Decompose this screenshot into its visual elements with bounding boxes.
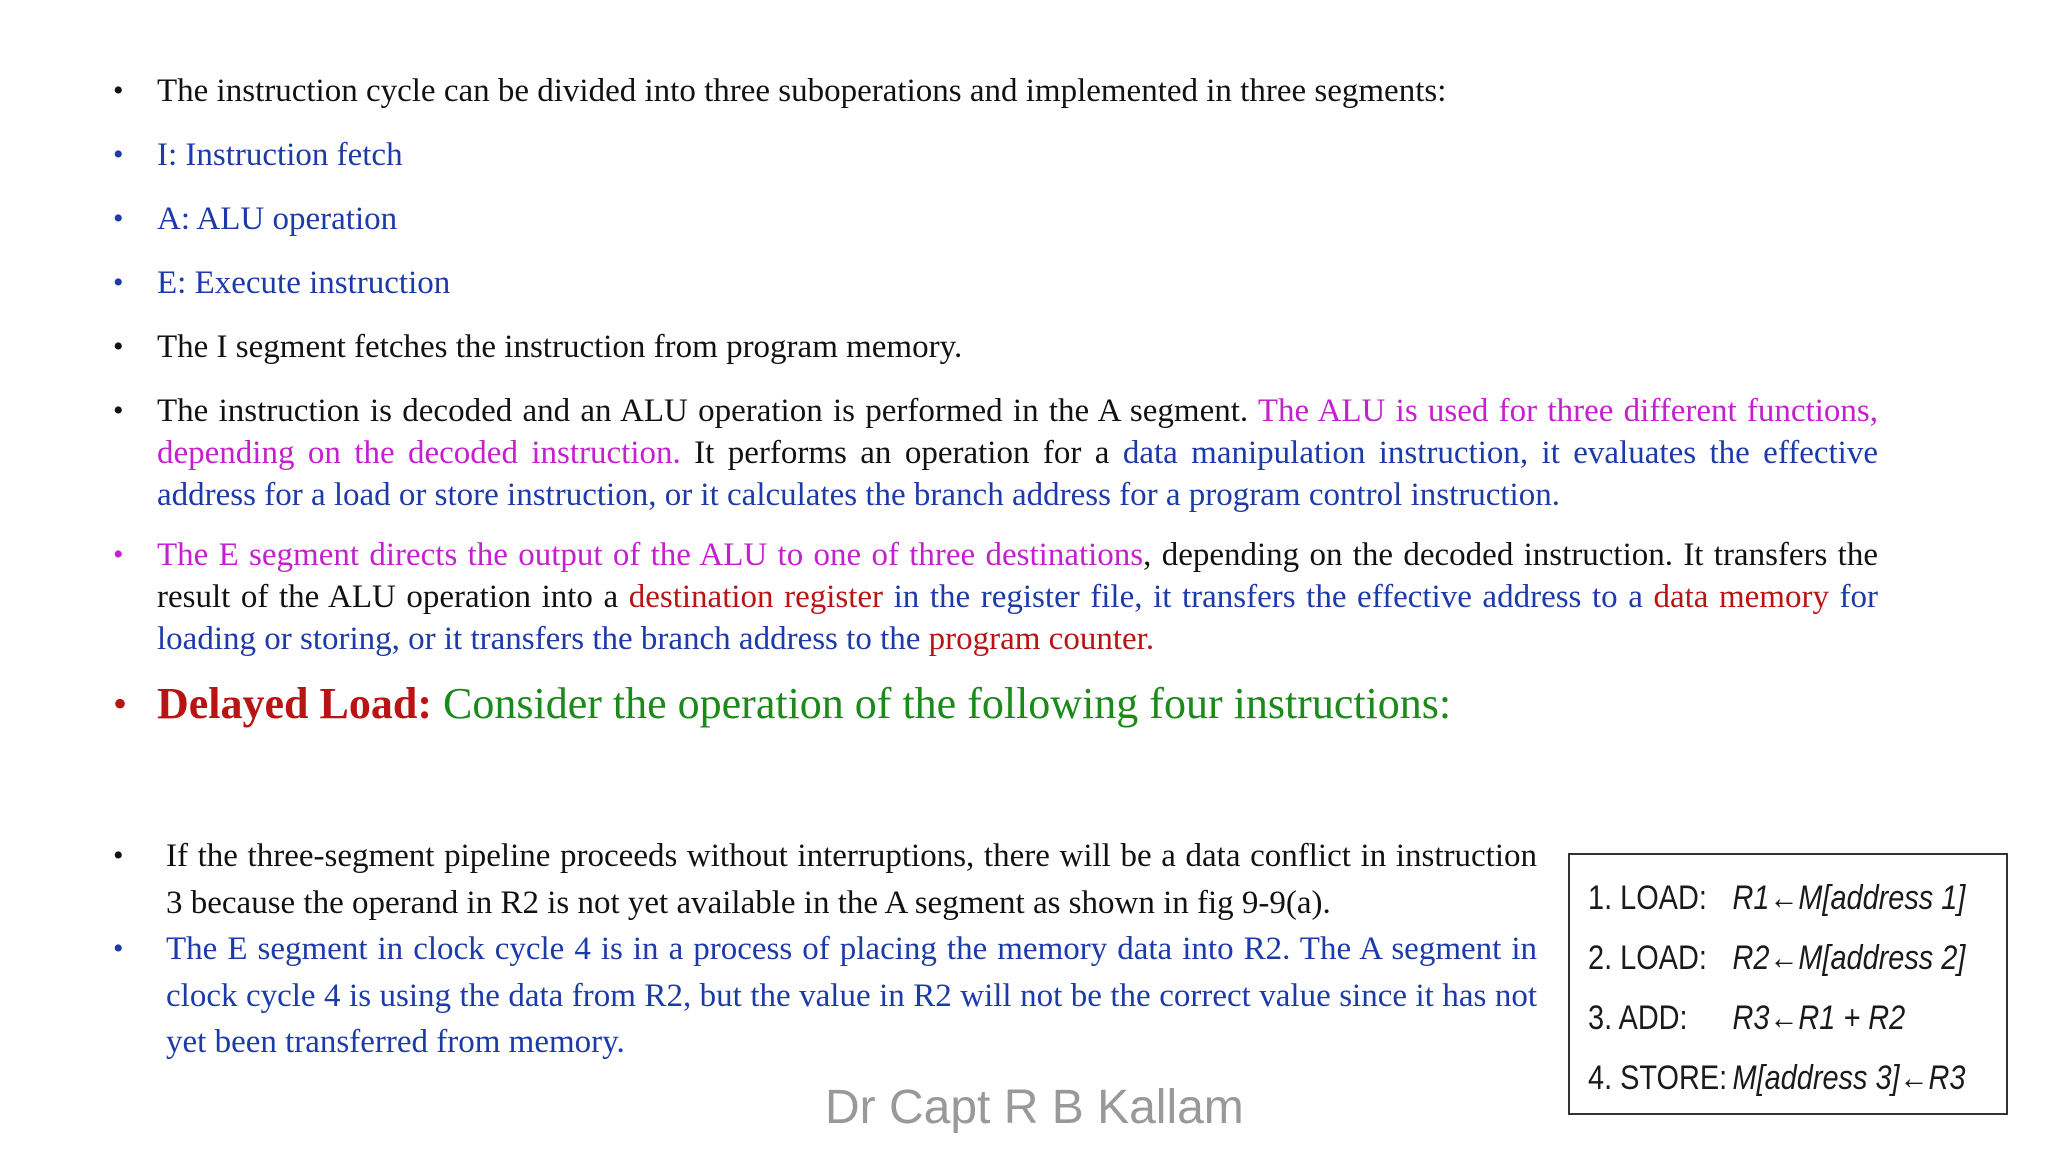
bullet-instruction-cycle xyxy=(113,70,1878,112)
text-run-highlight: data manipulation instruction, it evaluates the effective address for a load or store instruction, or it calculates the branch address for a program control instruction. xyxy=(157,435,1878,513)
bullet-text: The I segment fetches the instruction from program memory. xyxy=(157,329,963,365)
bullet-dot: • xyxy=(113,74,124,107)
bullet-text: I: Instruction fetch xyxy=(157,137,403,173)
text-run-highlight: destination register xyxy=(628,579,884,615)
instruction-op: 2. LOAD: xyxy=(1588,939,1707,977)
bullet-i-segment xyxy=(113,326,1878,368)
text-run: , depending on the decoded instruction. It transfers the result of the ALU operation into a xyxy=(157,537,1879,615)
instruction-row xyxy=(1588,989,1905,1047)
bullet-a-segment xyxy=(113,390,1878,516)
text-run-highlight: The E segment directs the output of the ALU to one of three destinations xyxy=(157,537,1144,573)
text-run-highlight: The ALU is used for three different functions, depending on the decoded instruction. xyxy=(157,393,1878,471)
bullet-dot: • xyxy=(113,330,124,363)
bullet-dot: • xyxy=(113,839,124,872)
bullet-execute-instruction xyxy=(113,262,1878,304)
instruction-list-figure xyxy=(1568,853,2008,1115)
bullet-text: E: Execute instruction xyxy=(157,265,451,301)
instruction-expr: R3←R1 + R2 xyxy=(1732,999,1906,1037)
delayed-load-heading: Delayed Load: xyxy=(157,679,432,728)
bullet-list xyxy=(113,70,1878,738)
bullet-dot: • xyxy=(113,538,124,571)
bullet-dot: • xyxy=(113,681,128,726)
author-watermark: Dr Capt R B Kallam xyxy=(825,1081,1244,1134)
bullet-text: The E segment in clock cycle 4 is in a process of placing the memory data into R2. The A segment in clock cycle 4 is using the data from R2, but the value in R2 will not be the correct value since it has not yet been transferred from memory. xyxy=(166,931,1537,1060)
bullet-dot: • xyxy=(113,394,124,427)
instruction-op: 4. STORE: xyxy=(1588,1059,1728,1097)
instruction-expr: R1←M[address 1] xyxy=(1732,879,1966,917)
text-run-highlight: data memory xyxy=(1653,579,1829,615)
bullet-dot: • xyxy=(113,266,124,299)
instruction-expr: M[address 3]←R3 xyxy=(1732,1059,1966,1097)
bullet-text: The instruction cycle can be divided into three suboperations and implemented in three segments: xyxy=(157,73,1447,109)
delayed-load-text: Consider the operation of the following four instructions: xyxy=(432,679,1452,728)
text-run: The instruction is decoded and an ALU operation is performed in the A segment. xyxy=(157,393,1258,429)
text-run-highlight: in the register file, it transfers the effective address to a xyxy=(883,579,1654,615)
bullet-data-conflict xyxy=(113,833,1537,926)
delayed-load-explanation xyxy=(113,833,1537,1066)
instruction-row xyxy=(1588,929,1965,987)
bullet-dot: • xyxy=(113,202,124,235)
bullet-alu-operation xyxy=(113,198,1878,240)
bullet-dot: • xyxy=(113,932,124,965)
bullet-instruction-fetch xyxy=(113,134,1878,176)
bullet-text: A: ALU operation xyxy=(157,201,398,237)
bullet-clock-cycle-4 xyxy=(113,926,1537,1066)
instruction-op: 1. LOAD: xyxy=(1588,879,1707,917)
instruction-expr: R2←M[address 2] xyxy=(1732,939,1966,977)
text-run-highlight: for loading or storing, or it transfers the branch address to the xyxy=(157,579,1879,657)
bullet-dot: • xyxy=(113,138,124,171)
bullet-delayed-load xyxy=(113,678,1878,730)
instruction-row xyxy=(1588,869,1965,927)
bullet-e-segment xyxy=(113,534,1878,660)
bullet-text: If the three-segment pipeline proceeds without interruptions, there will be a data conflict in instruction 3 because the operand in R2 is not yet available in the A segment as shown in fig 9-9(a). xyxy=(166,838,1537,921)
text-run-highlight: program counter. xyxy=(928,621,1155,657)
text-run: It performs an operation for a xyxy=(680,435,1123,471)
instruction-op: 3. ADD: xyxy=(1588,999,1688,1037)
instruction-row xyxy=(1588,1049,1965,1107)
